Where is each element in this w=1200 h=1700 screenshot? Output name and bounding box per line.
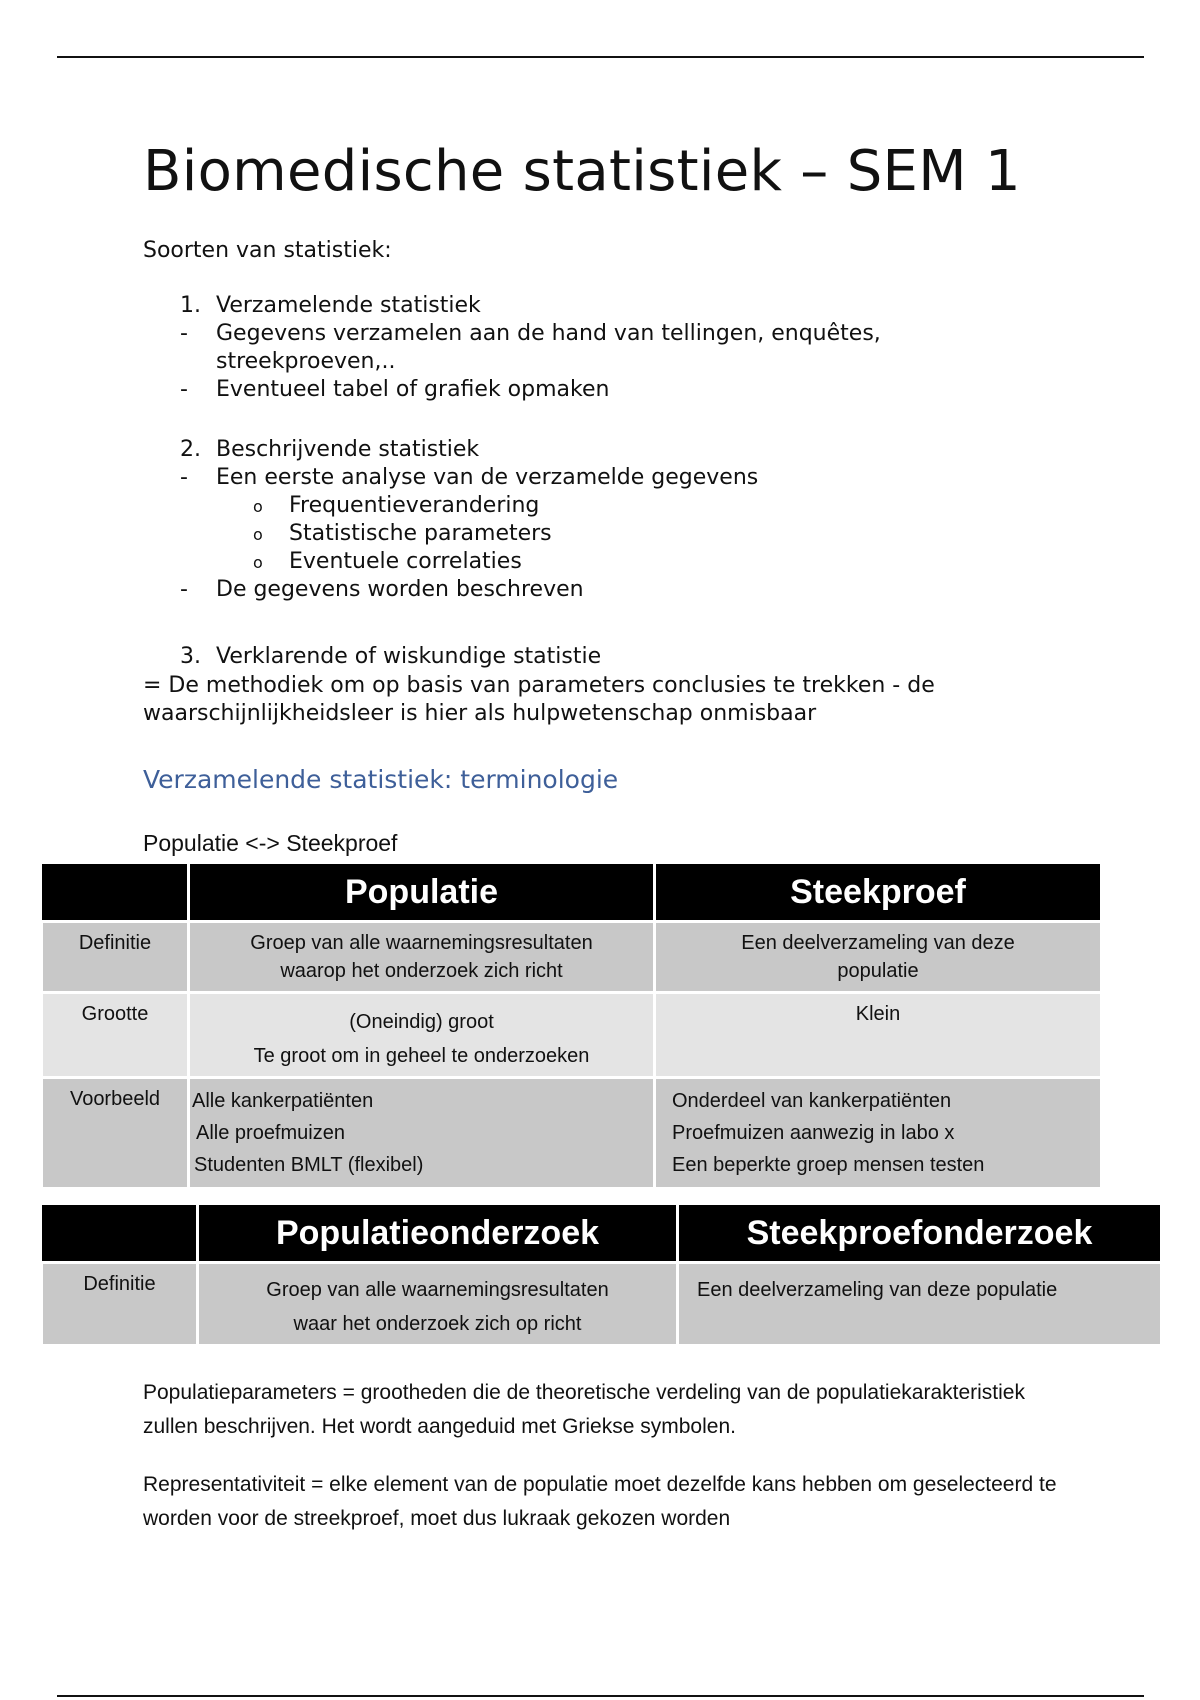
list-item: Onderdeel van kankerpatiënten — [672, 1090, 952, 1112]
table-header-blank — [42, 863, 189, 922]
cell-line: waar het onderzoek zich op richt — [293, 1313, 582, 1335]
dash-bullet: - — [180, 577, 188, 602]
terminology-heading: Verzamelende statistiek: terminologie — [143, 765, 619, 794]
row-label: Definitie — [42, 922, 189, 993]
table-header-blank — [42, 1204, 198, 1263]
page-title: Biomedische statistiek – SEM 1 — [143, 139, 1021, 204]
representativity-paragraph: Representativiteit = elke element van de populatie moet dezelfde kans hebben om geselecteerd te worden voor de streekproef, moet dus lukraak gekozen worden — [143, 1473, 1057, 1530]
subbullet-text: Statistische parameters — [289, 521, 552, 546]
dash-bullet: - — [180, 377, 188, 402]
footer-rule — [57, 1695, 1144, 1697]
research-type-table — [40, 1202, 1163, 1347]
comparison-label: Populatie <-> Steekproef — [143, 830, 398, 856]
intro-text: Soorten van statistiek: — [143, 238, 392, 263]
circle-bullet-icon: o — [253, 525, 263, 544]
table-row — [42, 1078, 1102, 1189]
list-number: 2. — [180, 437, 201, 462]
population-sample-table — [40, 861, 1103, 1190]
conclusion-text: = De methodiek om op basis van parameters conclusies te trekken - de waarschijnlijkheidsleer is hier als hulpwetenschap onmisbaar — [143, 673, 935, 726]
table-header-steekproef: Steekproef — [655, 863, 1102, 922]
list-item: Proefmuizen aanwezig in labo x — [672, 1122, 955, 1144]
table-cell: Groep van alle waarnemingsresultaten waarop het onderzoek zich richt — [189, 922, 655, 993]
bullet-text: De gegevens worden beschreven — [216, 577, 584, 602]
table-row — [42, 922, 1102, 993]
table-cell — [189, 1078, 655, 1189]
section-3 — [143, 643, 1013, 671]
cell-line: (Oneindig) groot — [349, 1011, 494, 1033]
row-label: Definitie — [42, 1263, 198, 1346]
table-cell — [655, 1078, 1102, 1189]
list-item: Studenten BMLT (flexibel) — [194, 1154, 424, 1176]
table-cell — [678, 1263, 1162, 1346]
row-label: Voorbeeld — [42, 1078, 189, 1189]
table-header-row — [42, 1204, 1162, 1263]
list-number: 1. — [180, 293, 201, 318]
subbullet-text: Frequentieverandering — [289, 493, 540, 518]
section-heading: Verzamelende statistiek — [216, 293, 481, 318]
table-row — [42, 1263, 1162, 1346]
section-1 — [143, 292, 1013, 404]
subbullet-text: Eventuele correlaties — [289, 549, 522, 574]
cell-line: Een deelverzameling van deze populatie — [697, 1279, 1058, 1301]
list-number: 3. — [180, 644, 201, 669]
cell-line: Te groot om in geheel te onderzoeken — [253, 1045, 590, 1067]
table-cell — [189, 993, 655, 1078]
bullet-text: Een eerste analyse van de verzamelde gegevens — [216, 465, 759, 490]
table-row — [42, 993, 1102, 1078]
row-label: Grootte — [42, 993, 189, 1078]
cell-line: Groep van alle waarnemingsresultaten — [266, 1279, 609, 1301]
list-item: Alle proefmuizen — [196, 1122, 345, 1144]
header-rule — [57, 56, 1144, 58]
list-item: Alle kankerpatiënten — [192, 1090, 374, 1112]
dash-bullet: - — [180, 465, 188, 490]
circle-bullet-icon: o — [253, 497, 263, 516]
table-cell: Een deelverzameling van deze populatie — [655, 922, 1102, 993]
table-header-steekproefonderzoek: Steekproefonderzoek — [678, 1204, 1162, 1263]
section-heading: Beschrijvende statistiek — [216, 437, 480, 462]
table-header-populatieonderzoek: Populatieonderzoek — [198, 1204, 678, 1263]
table-header-row — [42, 863, 1102, 922]
table-cell: Klein — [655, 993, 1102, 1078]
bullet-text: Eventueel tabel of grafiek opmaken — [216, 377, 610, 402]
table-header-populatie: Populatie — [189, 863, 655, 922]
bullet-text: Gegevens verzamelen aan de hand van tellingen, enquêtes, streekproeven,.. — [216, 321, 881, 374]
section-2 — [143, 436, 1013, 604]
population-parameters-paragraph: Populatieparameters = grootheden die de theoretische verdeling van de populatiekarakteristiek zullen beschrijven. Het wordt aangeduid met Griekse symbolen. — [143, 1381, 1025, 1438]
circle-bullet-icon: o — [253, 553, 263, 572]
table-cell — [198, 1263, 678, 1346]
list-item: Een beperkte groep mensen testen — [672, 1154, 985, 1176]
section-heading: Verklarende of wiskundige statistie — [216, 644, 602, 669]
dash-bullet: - — [180, 321, 188, 346]
